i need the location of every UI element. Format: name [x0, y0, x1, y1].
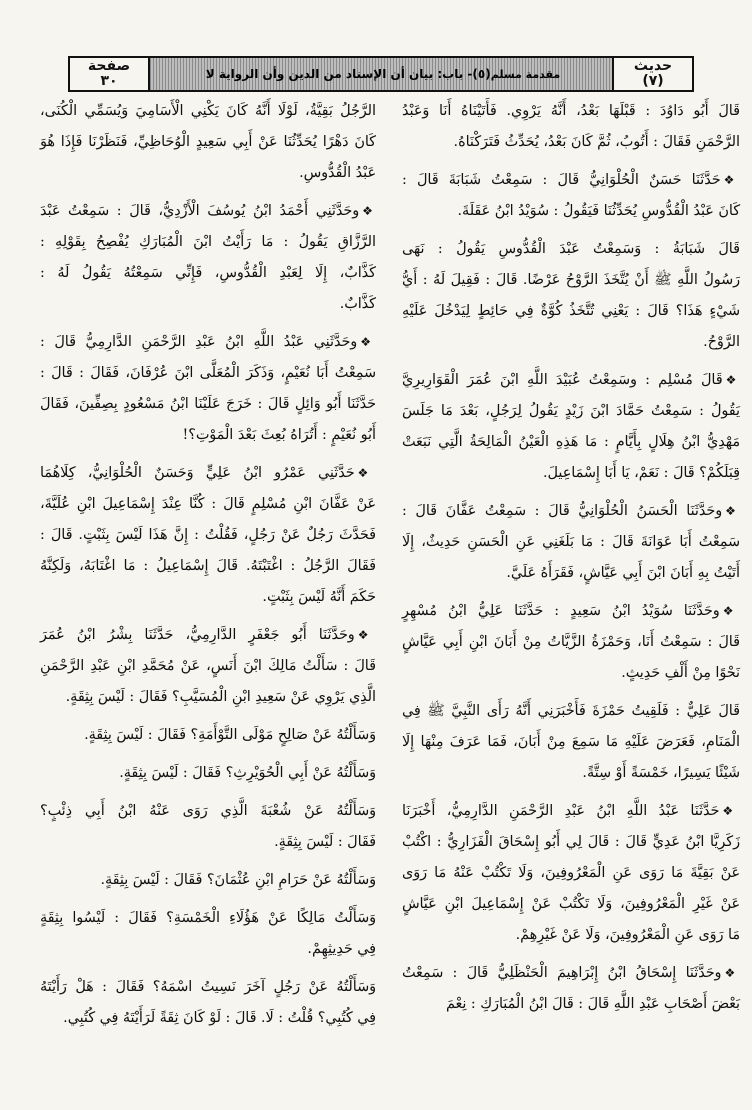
text-line: قَالَ : سَمِعْتُ أَنَا، وَحَمْزَةُ الزَّيَّاتُ مِنْ أَبَانَ ابْنِ أَبِي عَيَّاشٍ [402, 634, 740, 650]
text-line [402, 165, 740, 196]
line-text: وحَدَّثَنِي عَبْدُ اللَّهِ ابْنُ عَبْدِ الرَّحْمَنِ الدَّارِمِيُّ قَالَ : [40, 334, 358, 350]
text-line [402, 796, 740, 827]
paragraph [40, 96, 376, 189]
paragraph [402, 234, 740, 358]
paragraph [402, 796, 740, 951]
text-line: قِبَلَكُمْ؟ قَالَ : نَعَمْ، يَا أَبَا إِسْمَاعِيلَ. [543, 465, 740, 481]
text-line: وَسَأَلْتُهُ عَنْ صَالِحٍ مَوْلَى التَّوْأَمَةِ؟ فَقَالَ : لَيْسَ بِثِقَةٍ. [84, 727, 376, 743]
text-line: مَهْدِيُّ ابْنُ هِلَالٍ بِأَيَّامٍ : مَا هَذِهِ الْعَيْنُ الْمَالِحَةُ الَّتِي نَبَعَتْ [402, 434, 740, 450]
line-text: قَالَ مُسْلِم : وسَمِعْتُ عُبَيْدَ اللَّهِ ابْنَ عُمَرَ الْقَوَارِيرِيَّ [402, 372, 723, 388]
paragraph [402, 958, 740, 1020]
text-line [402, 596, 740, 627]
paragraph [402, 596, 740, 689]
text-line: كَذَّابٌ. [339, 296, 376, 312]
hadith-number-box [612, 58, 692, 90]
text-line: وَسَأَلْتُهُ عَنْ شُعْبَةَ الَّذِي رَوَى عَنْهُ ابْنُ أَبِي ذِئْبٍ؟ [40, 803, 376, 819]
line-text: وحَدَّثَنِي أَحْمَدُ ابْنُ يُوسُفَ الْأَزْدِيُّ، قَالَ : سَمِعْتُ عَبْدَ [40, 203, 360, 219]
paragraph [40, 865, 376, 896]
text-line: حَدَّثَنَا أَبُو وَائِلٍ قَالَ : خَرَجَ عَلَيْنَا ابْنُ مَسْعُودٍ بِصِفِّينَ، فَقَالَ [40, 396, 376, 412]
text-line: وَسَأَلْتُهُ عَنْ أَبِي الْحُوَيْرِثِ؟ فَقَالَ : لَيْسَ بِثِقَةٍ. [119, 765, 376, 781]
diamond-bullet-icon: ❖ [723, 173, 740, 187]
paragraph [40, 720, 376, 751]
text-line: مَا رَوَى عَنِ الْمَعْرُوفِينَ، وَلَا عَنْ غَيْرِهِمْ. [515, 927, 740, 943]
text-line: وَسَأَلْتُ مَالِكًا عَنْ هَؤُلَاءِ الْخَمْسَةِ؟ فَقَالَ : لَيْسُوا بِثِقَةٍ [40, 910, 376, 926]
paragraph [402, 96, 740, 158]
text-line [40, 458, 376, 489]
line-text: وحَدَّثَنَا سُوَيْدُ ابْنُ سَعِيدٍ : حَدَّثَنَا عَلِيُّ ابْنُ مُسْهِرٍ [402, 603, 720, 619]
paragraph [40, 327, 376, 451]
line-text: حَدَّثَنِي عَمْرُو ابْنُ عَلِيٍّ وَحَسَنٌ الْحُلْوَانِيُّ، كِلَاهُمَا [40, 465, 355, 481]
line-text: حَدَّثَنَا عَبْدُ اللَّهِ ابْنُ عَبْدِ الرَّحْمَنِ الدَّارِمِيُّ، أَخْبَرَنَا [402, 803, 720, 819]
right-text-column [402, 96, 740, 1096]
line-text: وحَدَّثَنَا إِسْحَاقُ ابْنُ إِبْرَاهِيمَ الْحَنْظَلِيُّ قَالَ : سَمِعْتُ [402, 965, 722, 981]
header-title [150, 58, 612, 90]
text-line: قَالَ شَبَابَةُ : وَسَمِعْتُ عَبْدَ الْقُدُّوسِ يَقُولُ : نَهَى [402, 241, 740, 257]
text-line: حَكَمَ أَنَّهُ لَيْسَ بِثَبْتٍ. [262, 589, 376, 605]
diamond-bullet-icon: ❖ [360, 335, 376, 349]
text-line: أَتَيْتُ بِهِ أَبَانَ ابْنَ أَبِي عَيَّاشٍ، فَقَرَأَهُ عَلَيَّ. [506, 565, 740, 581]
text-line: أَبُو نُعَيْمٍ : أَتُرَاهُ بُعِثَ بَعْدَ الْمَوْتِ؟! [182, 427, 376, 443]
paragraph [40, 458, 376, 613]
text-line [40, 196, 376, 227]
text-line: فِي كُتُبِي؟ قُلْتُ : لَا. قَالَ : لَوْ كَانَ ثِقَةً لَرَأَيْتَهُ فِي كُتُبِي. [63, 1010, 376, 1026]
paragraph [402, 365, 740, 489]
text-line: فَحَدَّثَ رَجُلٌ عَنْ رَجُلٍ، فَقُلْتُ : إِنَّ هَذَا لَيْسَ بِثَبْتٍ. قَالَ : [40, 527, 376, 543]
text-line: رَسُولُ اللَّهِ ﷺ أَنْ يُتَّخَذَ الرَّوْحُ عَرْضًا. قَالَ : فَقِيلَ لَهُ : أَيُّ [402, 272, 740, 288]
paragraph [40, 903, 376, 965]
page-label: صفحة [87, 58, 131, 74]
line-text: حَدَّثَنَا حَسَنٌ الْحُلْوَانِيُّ قَالَ : سَمِعْتُ شَبَابَةَ قَالَ : [402, 172, 721, 188]
paragraph [40, 196, 376, 320]
text-line: كَانَ عَبْدُ الْقُدُّوسِ يُحَدِّثُنَا فَيَقُولُ : سُوَيْدُ ابْنُ عَقَلَةَ. [457, 203, 740, 219]
text-line [40, 620, 376, 651]
diamond-bullet-icon: ❖ [725, 373, 740, 387]
text-line: قَالَ عَلِيٌّ : فَلَقِيتُ حَمْزَةَ فَأَخْبَرَنِي أَنَّهُ رَأَى النَّبِيَّ ﷺ فِي [402, 703, 740, 719]
diamond-bullet-icon: ❖ [357, 466, 376, 480]
text-line: شَيْءٍ هَذَا؟ قَالَ : يَعْنِي تُتَّخَذُ كُوَّةٌ فِي حَائِطٍ لِيَدْخُلَ عَلَيْهِ [402, 303, 740, 319]
diamond-bullet-icon: ❖ [722, 604, 740, 618]
text-line: عَنْ عَفَّانَ ابْنِ مُسْلِمٍ قَالَ : كُنَّا عِنْدَ إِسْمَاعِيلَ ابْنِ عُلَيَّةَ، [40, 496, 376, 512]
text-line [402, 365, 740, 396]
text-line: عَنْ غَيْرِ الْمَعْرُوفِينَ، وَلَا تَكْتُبْ عَنْ إِسْمَاعِيلَ ابْنِ عَيَّاشٍ [402, 896, 740, 912]
text-line: بَعْضَ أَصْحَابِ عَبْدِ اللَّهِ قَالَ : قَالَ ابْنُ الْمُبَارَكِ : نِعْمَ [445, 996, 740, 1012]
diamond-bullet-icon: ❖ [362, 204, 376, 218]
page-number-box [70, 58, 150, 90]
text-line: الرَّجُلُ بَقِيَّةُ، لَوْلَا أَنَّهُ كَانَ يَكْنِي الْأَسَامِيَ وَيُسَمِّي الْكُنَى، [40, 103, 376, 119]
paragraph [40, 620, 376, 713]
paragraph [402, 496, 740, 589]
text-line: قَالَ : سَأَلْتُ مَالِكَ ابْنَ أَنَسٍ، عَنْ مُحَمَّدِ ابْنِ عَبْدِ الرَّحْمَنِ [40, 658, 376, 674]
left-text-column [40, 96, 376, 1096]
text-line: الرَّزَّاقِ يَقُولُ : مَا رَأَيْتُ ابْنَ الْمُبَارَكِ يُفْصِحُ بِقَوْلِهِ : [40, 234, 376, 250]
page-header [68, 56, 694, 92]
text-line: قَالَ أَبُو دَاوُدَ : قَبْلَهَا بَعْدُ، أَنَّهُ يَرْوِي. فَأَتَيْنَاهُ أَنَا وَعَبْدُ [402, 103, 740, 119]
diamond-bullet-icon: ❖ [724, 966, 740, 980]
diamond-bullet-icon: ❖ [357, 628, 376, 642]
text-line: زَكَرِيَّا ابْنُ عَدِيٍّ قَالَ : قَالَ لِي أَبُو إِسْحَاقَ الْفَزَارِيُّ : اكْتُبْ [402, 834, 740, 850]
page-number: ٣٠ [100, 73, 118, 89]
text-line: سَمِعْتُ أَبَا نُعَيْمٍ، وَذَكَرَ الْمُعَلَّى ابْنَ عُرْفَانَ، فَقَالَ : قَالَ : [40, 365, 376, 381]
text-line [402, 958, 740, 989]
text-line: وَسَأَلْتُهُ عَنْ حَرَامِ ابْنِ عُثْمَانَ؟ فَقَالَ : لَيْسَ بِثِقَةٍ. [100, 872, 376, 888]
line-text: وحَدَّثَنَا الْحَسَنُ الْحُلْوَانِيُّ قَالَ : سَمِعْتُ عَفَّانَ قَالَ : [402, 503, 723, 519]
paragraph [402, 696, 740, 789]
diamond-bullet-icon: ❖ [725, 504, 740, 518]
hadith-number: (٧) [642, 73, 664, 89]
paragraph [402, 165, 740, 227]
text-line: سَمِعْتُ أَبَا عَوَانَةَ قَالَ : مَا بَلَغَنِي عَنِ الْحَسَنِ حَدِيثٌ، إِلَا [402, 534, 740, 550]
text-line: الَّذِي يَرْوِي عَنْ سَعِيدِ ابْنِ الْمُسَيَّبِ؟ فَقَالَ : لَيْسَ بِثِقَةٍ. [65, 689, 376, 705]
text-line: وَسَأَلْتُهُ عَنْ رَجُلٍ آخَرَ نَسِيتُ اسْمَهُ؟ فَقَالَ : هَلْ رَأَيْتَهُ [40, 979, 376, 995]
text-line: كَذَّابٌ، إِلَا لِعَبْدِ الْقُدُّوسِ، فَإِنِّي سَمِعْتُهُ يَقُولُ لَهُ : [40, 265, 376, 281]
text-line: عَنْ بَقِيَّةَ مَا رَوَى عَنِ الْمَعْرُوفِينَ، وَلَا تَكْتُبْ عَنْهُ مَا رَوَى [402, 865, 740, 881]
text-line: فَقَالَ الرَّجُلُ : اغْتَبْتَهُ. قَالَ إِسْمَاعِيلُ : مَا اغْتَابَهُ، وَلَكِنَّهُ [40, 558, 376, 574]
text-line: نَحْوًا مِنْ أَلْفِ حَدِيثٍ. [621, 665, 740, 681]
paragraph [40, 972, 376, 1034]
paragraph [40, 758, 376, 789]
text-line: شَيْئًا يَسِيرًا، خَمْسَةً أَوْ سِتَّةً. [582, 765, 740, 781]
hadith-label: حديث [633, 58, 673, 74]
text-line: الرَّحْمَنِ فَقَالَ : أَتُوبُ، ثُمَّ كَانَ بَعْدُ، يُحَدِّثُ فَتَرَكْنَاهُ. [453, 134, 740, 150]
text-line: فَقَالَ : لَيْسَ بِثِقَةٍ. [274, 834, 376, 850]
diamond-bullet-icon: ❖ [722, 804, 740, 818]
text-line: عَبْدُ الْقُدُّوسِ. [299, 165, 376, 181]
text-line: كَانَ دَهْرًا يُحَدِّثُنَا عَنْ أَبِي سَعِيدٍ الْوُحَاظِيِّ، فَنَظَرْنَا فَإِذَا هُوَ [40, 134, 376, 150]
line-text: وحَدَّثَنَا أَبُو جَعْفَرٍ الدَّارِمِيُّ، حَدَّثَنَا بِشْرُ ابْنُ عُمَرَ [40, 627, 355, 643]
paragraph [40, 796, 376, 858]
text-line [402, 496, 740, 527]
book-title: مقدمة مسلم [490, 67, 561, 81]
text-line [40, 327, 376, 358]
section-title: (٥)- باب: بيان أن الإسناد من الدين وأن الرواية لا [205, 67, 491, 81]
text-line: الرَّوْحُ. [703, 334, 740, 350]
text-line: يَقُولُ : سَمِعْتُ حَمَّادَ ابْنَ زَيْدٍ يَقُولُ لِرَجُلٍ، بَعْدَ مَا جَلَسَ [402, 403, 740, 419]
text-line: فِي حَدِيثِهِمْ. [307, 941, 376, 957]
text-line: الْمَنَامِ، فَعَرَضَ عَلَيْهِ مَا سَمِعَ مِنْ أَبَانَ، فَمَا عَرَفَ مِنْهَا إِلَا [402, 734, 740, 750]
